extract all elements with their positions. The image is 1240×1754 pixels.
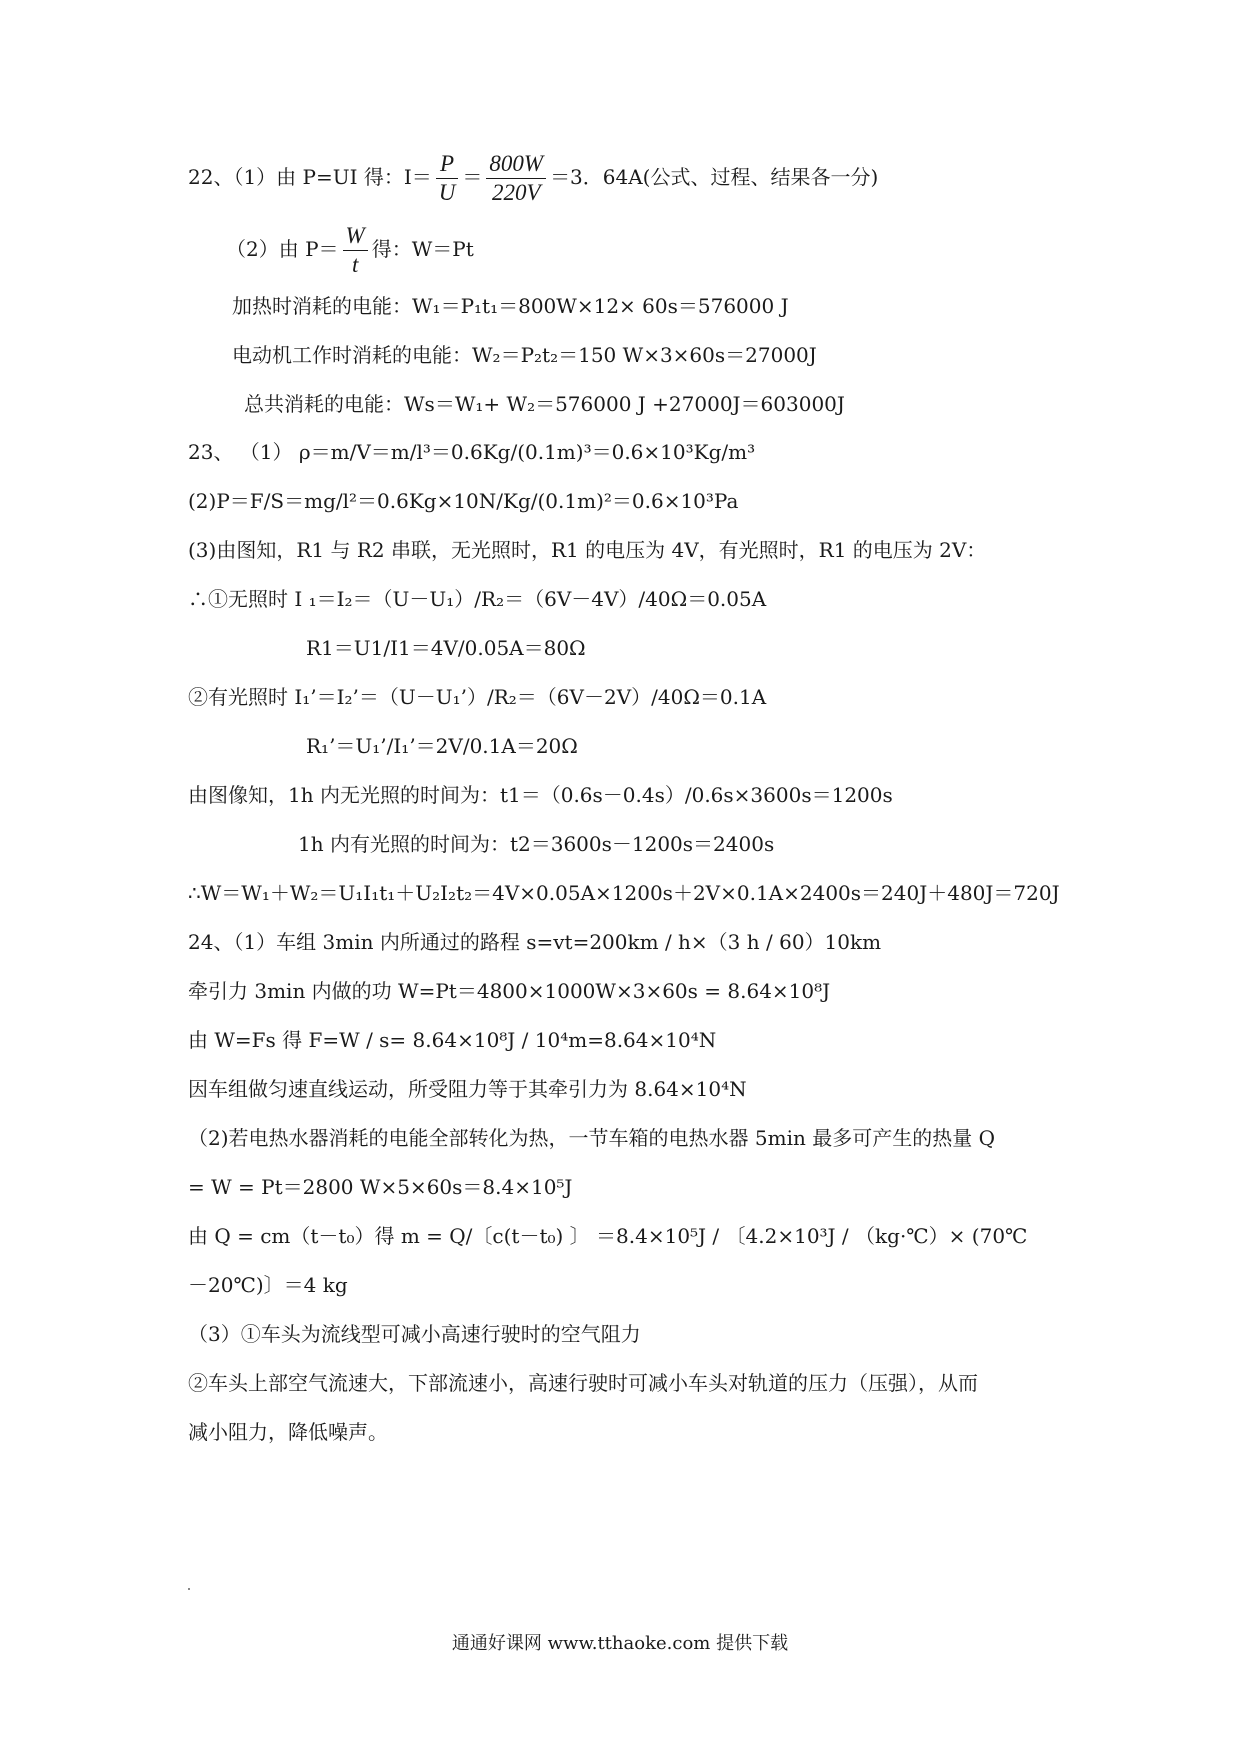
q24-line-4: 因车组做匀速直线运动，所受阻力等于其牵引力为 8.64×10⁴N xyxy=(188,1077,747,1101)
footer-source-note: 通通好课网 www.tthaoke.com 提供下载 xyxy=(451,1633,789,1654)
q23-line-3: (3)由图知，R1 与 R2 串联，无光照时，R1 的电压为 4V，有光照时，R1 的电压为 2V： xyxy=(188,538,987,562)
q22-l2-suffix: 得：W＝Pt xyxy=(371,237,474,261)
q24-line-9: （3）①车头为流线型可减小高速行驶时的空气阻力 xyxy=(188,1322,641,1346)
fraction-p-over-u xyxy=(436,150,459,207)
q23-line-8: 由图像知，1h 内无光照的时间为：t1＝（0.6s－0.4s）/0.6s×3600s＝1200s xyxy=(188,783,893,807)
scan-speck xyxy=(188,1588,190,1590)
q23-line-2: (2)P＝F/S＝mg/l²＝0.6Kg×10N/Kg/(0.1m)²＝0.6×10³Pa xyxy=(188,489,739,513)
fraction-800w-over-220v xyxy=(486,150,546,207)
q24-line-8: －20℃)〕＝4 kg xyxy=(188,1273,348,1297)
q23-line-1: 23、 （1） ρ＝m/V＝m/l³＝0.6Kg/(0.1m)³＝0.6×10³Kg/m³ xyxy=(188,440,756,464)
fraction-w-over-t xyxy=(343,222,368,279)
q22-line-1 xyxy=(188,150,878,207)
q24-line-7: 由 Q = cm（t－t₀）得 m = Q/〔c(t－t₀) 〕 ＝8.4×10⁵J / 〔4.2×10³J / （kg·℃）× (70℃ xyxy=(188,1224,1028,1248)
q23-line-10: ∴W＝W₁＋W₂＝U₁I₁t₁＋U₂I₂t₂＝4V×0.05A×1200s＋2V×0.1A×2400s＝240J＋480J＝720J xyxy=(188,881,1060,905)
q23-line-6: ②有光照时 I₁’＝I₂’＝（U－U₁’）/R₂＝（6V－2V）/40Ω＝0.1A xyxy=(188,685,767,709)
q22-line-5: 总共消耗的电能：Ws＝W₁+ W₂＝576000 J +27000J＝603000J xyxy=(244,392,845,416)
q22-line-2 xyxy=(226,222,474,279)
q24-line-2: 牵引力 3min 内做的功 W=Pt＝4800×1000W×3×60s = 8.64×10⁸J xyxy=(188,979,831,1003)
q23-line-7: R₁’＝U₁’/I₁’＝2V/0.1A＝20Ω xyxy=(306,734,578,758)
q22-l1-suffix: ＝3．64A(公式、过程、结果各一分) xyxy=(550,165,879,189)
q24-line-1: 24、（1）车组 3min 内所通过的路程 s=vt=200km / h×（3 h / 60）10km xyxy=(188,930,882,954)
fraction-numerator: 800W xyxy=(486,150,546,179)
q22-line-3: 加热时消耗的电能：W₁＝P₁t₁＝800W×12× 60s＝576000 J xyxy=(232,294,789,318)
q24-line-3: 由 W=Fs 得 F=W / s= 8.64×10⁸J / 10⁴m=8.64×10⁴N xyxy=(188,1028,717,1052)
q24-line-5: （2)若电热水器消耗的电能全部转化为热，一节车箱的电热水器 5min 最多可产生的热量 Q xyxy=(188,1126,995,1150)
q23-line-4: ∴①无照时 I ₁＝I₂＝（U－U₁）/R₂＝（6V－4V）/40Ω＝0.05A xyxy=(188,587,767,611)
fraction-numerator: W xyxy=(343,222,368,251)
q22-l2-prefix: （2）由 P＝ xyxy=(226,237,339,261)
q24-line-6: = W = Pt＝2800 W×5×60s＝8.4×10⁵J xyxy=(188,1175,573,1199)
q23-line-9: 1h 内有光照的时间为：t2＝3600s－1200s＝2400s xyxy=(298,832,775,856)
q22-l1-prefix: 22、（1）由 P=UI 得：I＝ xyxy=(188,165,432,189)
equals-sign: ＝ xyxy=(462,165,483,189)
fraction-denominator: t xyxy=(351,252,359,277)
q24-line-10: ②车头上部空气流速大，下部流速小，高速行驶时可减小车头对轨道的压力（压强），从而 xyxy=(188,1371,978,1395)
q22-line-4: 电动机工作时消耗的电能：W₂＝P₂t₂＝150 W×3×60s＝27000J xyxy=(232,343,817,367)
fraction-numerator: P xyxy=(436,150,459,179)
q24-line-11: 减小阻力，降低噪声。 xyxy=(188,1420,388,1444)
fraction-denominator: U xyxy=(438,180,456,205)
fraction-denominator: 220V xyxy=(491,180,541,205)
q23-line-5: R1＝U1/I1＝4V/0.05A＝80Ω xyxy=(306,636,586,660)
